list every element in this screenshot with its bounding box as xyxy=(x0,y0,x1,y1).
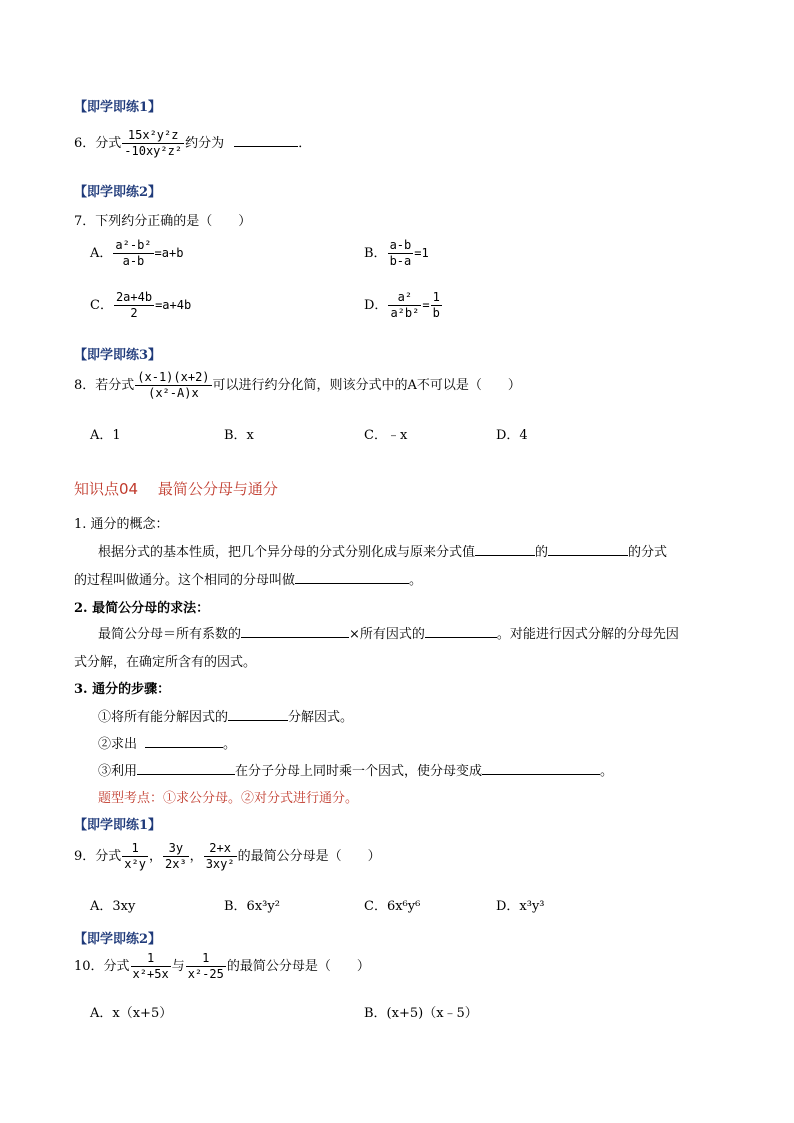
numerator: 2a+4b xyxy=(115,290,153,304)
practice-tag: 【即学即练3】 xyxy=(74,348,162,363)
text: 根据分式的基本性质，把几个异分母的分式分别化成与原来分式值 xyxy=(98,545,476,560)
q8-option-d[interactable]: D．4 xyxy=(496,428,528,443)
text: 。 xyxy=(409,573,423,588)
option-rhs: =a+4b xyxy=(155,298,192,312)
option-fraction xyxy=(114,290,154,321)
q8-numerator: (x-1)(x+2) xyxy=(137,370,210,384)
blank-input[interactable] xyxy=(425,625,497,638)
fraction xyxy=(131,951,171,982)
numerator: 2+x xyxy=(204,841,237,857)
q6-answer-blank[interactable] xyxy=(234,134,298,147)
option-label: C． xyxy=(90,298,113,313)
numerator: 1 xyxy=(432,290,440,304)
question-7-stem: 7．下列约分正确的是（ ） xyxy=(74,214,252,229)
point-1-line-2 xyxy=(74,569,422,588)
blank-input[interactable] xyxy=(137,762,235,775)
section-heading: 知识点04 最简公分母与通分 xyxy=(74,480,278,498)
option-rhs: = xyxy=(422,298,430,312)
numerator: a² xyxy=(388,290,421,306)
text: 在分子分母上同时乘一个因式，使分母变成 xyxy=(235,764,483,779)
q10-suffix: 的最简公分母是（ ） xyxy=(226,959,370,974)
point-3-title: 3. 通分的步骤： xyxy=(74,682,171,697)
denominator: b xyxy=(432,306,440,320)
q8-option-b[interactable]: B．x xyxy=(224,428,254,443)
text: 。 xyxy=(600,764,614,779)
practice-tag: 【即学即练1】 xyxy=(74,100,162,115)
text: 的过程叫做通分。这个相同的分母叫做 xyxy=(74,573,296,588)
text: 最简公分母＝所有系数的 xyxy=(98,627,242,642)
q8-suffix: 可以进行约分化简，则该分式中的A不可以是（ ） xyxy=(212,378,521,393)
blank-input[interactable] xyxy=(548,543,628,556)
q6-fraction xyxy=(122,128,184,159)
q6-numerator: 15x²y²z xyxy=(122,128,184,144)
blank-input[interactable] xyxy=(295,571,409,584)
fraction xyxy=(122,841,148,872)
option-label: B． xyxy=(364,246,387,261)
numerator: 1 xyxy=(186,951,226,967)
question-9: 9．分式 $\frac{1}{\text{x²y}}$ ， $\frac{3y}{\text{2x³}}$ ， $\frac{2+x}{\text{3xy²}}$ 的最简公分母是（ ） xyxy=(74,841,381,871)
q9-option-b[interactable]: B．6x³y² xyxy=(224,899,280,914)
option-rhs: =1 xyxy=(414,246,429,260)
q9-prefix: 9．分式 xyxy=(74,849,122,864)
denominator: 3xy² xyxy=(205,857,235,871)
point-1-title: 1. 通分的概念： xyxy=(74,517,169,532)
practice-tag: 【即学即练2】 xyxy=(74,185,162,200)
q8-fraction xyxy=(135,370,211,401)
blank-input[interactable] xyxy=(145,735,223,748)
step-2 xyxy=(98,733,236,752)
q8-denominator: (x²-A)x xyxy=(148,386,199,400)
text: 的分式 xyxy=(628,545,668,560)
blank-input[interactable] xyxy=(475,543,535,556)
text: ×所有因式的 xyxy=(349,627,425,642)
fraction xyxy=(204,841,237,872)
q10-mid: 与 xyxy=(171,959,185,974)
point-2-title: 2. 最简公分母的求法： xyxy=(74,601,210,616)
blank-input[interactable] xyxy=(482,762,600,775)
denominator: b-a xyxy=(389,254,412,268)
q10-option-b[interactable]: B．(x+5)（x﹣5） xyxy=(364,1006,478,1021)
fraction xyxy=(186,951,226,982)
q7-option-a[interactable] xyxy=(90,238,183,269)
step-3 xyxy=(98,760,613,779)
denominator: x²y xyxy=(124,857,146,871)
q9-suffix: 的最简公分母是（ ） xyxy=(237,849,381,864)
q7-option-c[interactable] xyxy=(90,290,191,321)
numerator: 1 xyxy=(122,841,148,857)
option-fraction xyxy=(388,290,421,321)
question-8 xyxy=(74,370,521,401)
option-rhs: =a+b xyxy=(154,246,184,260)
q8-option-a[interactable]: A．1 xyxy=(90,428,121,443)
denominator: 2 xyxy=(130,306,138,320)
text: 的 xyxy=(535,545,549,560)
text: 分解因式。 xyxy=(288,710,354,725)
q7-option-d[interactable] xyxy=(364,290,443,321)
text: ①将所有能分解因式的 xyxy=(98,710,229,725)
practice-tag: 【即学即练2】 xyxy=(74,932,162,947)
q10-prefix: 10．分式 xyxy=(74,959,130,974)
denominator: a-b xyxy=(122,254,145,268)
q9-option-d[interactable]: D．x³y³ xyxy=(496,899,545,914)
numerator: 1 xyxy=(131,951,171,967)
option-rhs-fraction xyxy=(431,290,442,321)
point-1-line-1 xyxy=(98,541,667,560)
option-label: A． xyxy=(90,246,113,261)
denominator: a²b² xyxy=(390,306,420,320)
q6-prefix: 6．分式 xyxy=(74,136,122,151)
numerator: a²-b² xyxy=(115,238,152,252)
text: 。 xyxy=(223,737,237,752)
numerator: a-b xyxy=(389,238,412,252)
q6-end: ． xyxy=(298,136,312,151)
numerator: 3y xyxy=(163,841,189,857)
option-fraction xyxy=(388,238,414,269)
option-label: D． xyxy=(364,298,388,313)
point-2-line-1 xyxy=(98,623,679,642)
q9-option-c[interactable]: C．6x⁶y⁶ xyxy=(364,899,421,914)
denominator: 2x³ xyxy=(164,857,187,871)
option-fraction xyxy=(113,238,153,269)
question-10 xyxy=(74,951,370,982)
q7-option-b[interactable] xyxy=(364,238,429,269)
step-1 xyxy=(98,706,353,725)
question-6 xyxy=(74,128,311,159)
point-2-line-2: 式分解，在确定所含有的因式。 xyxy=(74,655,257,670)
blank-input[interactable] xyxy=(228,708,288,721)
text: ②求出 xyxy=(98,737,138,752)
q9-option-a[interactable]: A．3xy xyxy=(90,899,136,914)
q8-prefix: 8．若分式 xyxy=(74,378,135,393)
fraction xyxy=(163,841,189,872)
exam-tip: 题型考点：①求公分母。②对分式进行通分。 xyxy=(98,791,359,806)
denominator: x²+5x xyxy=(132,967,169,981)
practice-tag: 【即学即练1】 xyxy=(74,818,162,833)
q6-suffix: 约分为 xyxy=(185,136,225,151)
text: 。对能进行因式分解的分母先因 xyxy=(496,627,679,642)
denominator: x²-25 xyxy=(187,967,224,981)
q6-denominator: -10xy²z² xyxy=(124,144,183,158)
q10-option-a[interactable]: A．x（x+5） xyxy=(90,1006,173,1021)
blank-input[interactable] xyxy=(241,625,349,638)
q8-option-c[interactable]: C．﹣x xyxy=(364,428,408,443)
text: ③利用 xyxy=(98,764,138,779)
